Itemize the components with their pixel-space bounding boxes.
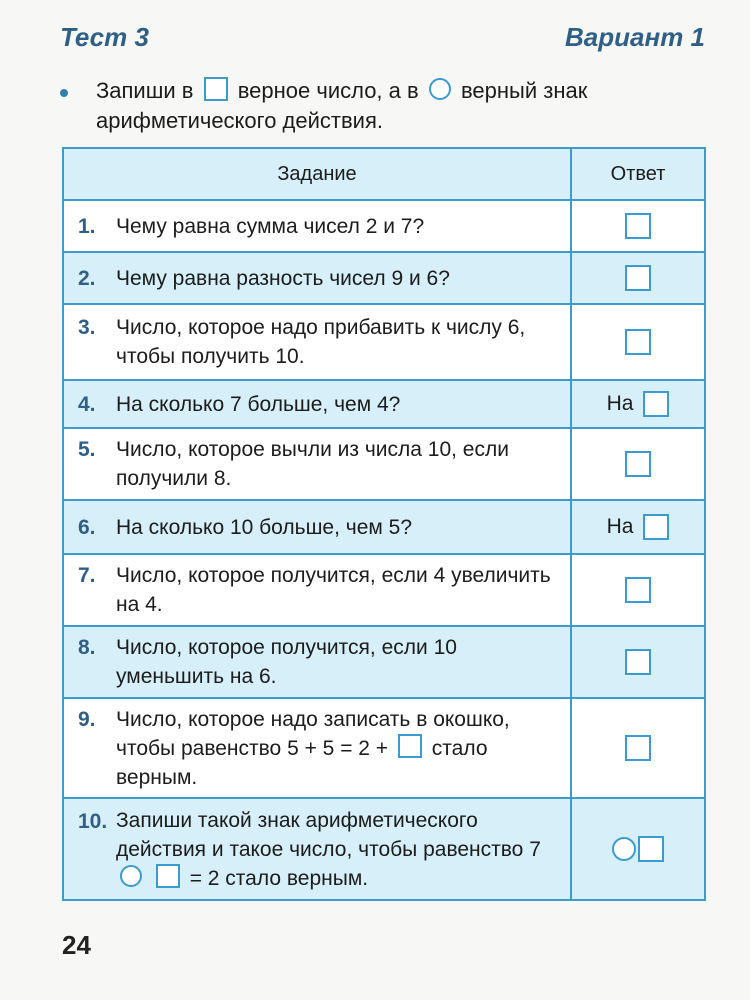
instruction-text-2: верное число, а в bbox=[237, 78, 419, 103]
task-text: Чему равна сумма чисел 2 и 7? bbox=[116, 214, 425, 238]
table-row bbox=[64, 251, 704, 303]
circle-icon bbox=[429, 78, 451, 100]
task-text-end: стало верным. bbox=[116, 736, 488, 789]
page-header bbox=[60, 22, 705, 58]
task-text: На сколько 7 больше, чем 4? bbox=[116, 392, 401, 416]
answer-cell bbox=[572, 501, 704, 553]
square-box-icon bbox=[204, 77, 228, 101]
task-number: 8. bbox=[78, 636, 96, 659]
answer-box[interactable] bbox=[625, 213, 651, 239]
bullet-icon bbox=[60, 89, 68, 97]
answer-box[interactable] bbox=[638, 836, 664, 862]
instruction-text-1: Запиши в bbox=[96, 78, 194, 103]
answer-box[interactable] bbox=[625, 577, 651, 603]
answer-cell bbox=[572, 381, 704, 427]
circle-icon bbox=[120, 865, 142, 887]
task-text: Число, которое надо записать в окошко, чтобы равенство 5 + 5 = 2 + bbox=[116, 707, 510, 760]
answer-cell bbox=[572, 201, 704, 251]
page-number: 24 bbox=[62, 930, 91, 960]
task-text: Число, которое вычли из числа 10, если получили 8. bbox=[116, 438, 509, 490]
instruction-text-3: верный знак арифметического действия. bbox=[96, 78, 588, 133]
answer-cell bbox=[572, 699, 704, 797]
task-cell bbox=[64, 799, 572, 899]
table-row bbox=[64, 499, 704, 553]
answer-box[interactable] bbox=[625, 735, 651, 761]
task-number: 7. bbox=[78, 564, 96, 587]
answer-cell bbox=[572, 253, 704, 303]
answer-cell bbox=[572, 627, 704, 697]
square-box-icon bbox=[156, 864, 180, 888]
task-cell bbox=[64, 381, 572, 427]
answer-cell bbox=[572, 799, 704, 899]
table-row bbox=[64, 379, 704, 427]
answer-prefix: На bbox=[606, 392, 634, 415]
answer-box[interactable] bbox=[625, 649, 651, 675]
column-header-answer: Ответ bbox=[610, 162, 666, 185]
table-row bbox=[64, 625, 704, 697]
answer-prefix: На bbox=[606, 515, 634, 538]
task-text: Число, которое получится, если 10 уменьшить на 6. bbox=[116, 636, 457, 688]
task-cell bbox=[64, 555, 572, 625]
task-number: 5. bbox=[78, 438, 96, 461]
task-number: 9. bbox=[78, 708, 96, 731]
task-cell bbox=[64, 305, 572, 379]
answer-cell bbox=[572, 305, 704, 379]
table-row bbox=[64, 553, 704, 625]
answer-box[interactable] bbox=[643, 514, 669, 540]
answer-box[interactable] bbox=[643, 391, 669, 417]
test-title: Тест 3 bbox=[60, 22, 149, 52]
answer-box[interactable] bbox=[625, 451, 651, 477]
task-cell bbox=[64, 501, 572, 553]
answer-cell bbox=[572, 429, 704, 499]
task-number: 2. bbox=[78, 266, 96, 290]
task-number: 4. bbox=[78, 392, 96, 416]
task-text-end: = 2 стало верным. bbox=[189, 866, 369, 890]
answer-box[interactable] bbox=[625, 265, 651, 291]
answer-box[interactable] bbox=[625, 329, 651, 355]
task-cell bbox=[64, 699, 572, 797]
task-cell bbox=[64, 253, 572, 303]
square-box-icon bbox=[398, 734, 422, 758]
task-number: 3. bbox=[78, 316, 96, 339]
answer-circle[interactable] bbox=[612, 837, 636, 861]
answer-cell bbox=[572, 555, 704, 625]
variant-title: Вариант 1 bbox=[565, 22, 705, 52]
task-text: Число, которое получится, если 4 увеличить на 4. bbox=[116, 564, 551, 616]
column-header-task: Задание bbox=[64, 149, 572, 199]
task-number: 1. bbox=[78, 214, 96, 238]
table-row bbox=[64, 303, 704, 379]
task-text: На сколько 10 больше, чем 5? bbox=[116, 515, 413, 539]
task-text: Число, которое надо прибавить к числу 6, чтобы получить 10. bbox=[116, 316, 526, 368]
table-row bbox=[64, 697, 704, 797]
task-cell bbox=[64, 429, 572, 499]
task-number: 6. bbox=[78, 515, 96, 539]
table-row bbox=[64, 427, 704, 499]
task-cell bbox=[64, 201, 572, 251]
table-header-row bbox=[64, 149, 704, 199]
table-row bbox=[64, 797, 704, 899]
task-text: Чему равна разность чисел 9 и 6? bbox=[116, 266, 450, 290]
task-number: 10. bbox=[78, 810, 108, 833]
task-text: Запиши такой знак арифметического действия и такое число, чтобы равенство 7 bbox=[116, 808, 541, 861]
task-table bbox=[62, 147, 706, 901]
table-row bbox=[64, 199, 704, 251]
instruction bbox=[60, 76, 710, 136]
task-cell bbox=[64, 627, 572, 697]
